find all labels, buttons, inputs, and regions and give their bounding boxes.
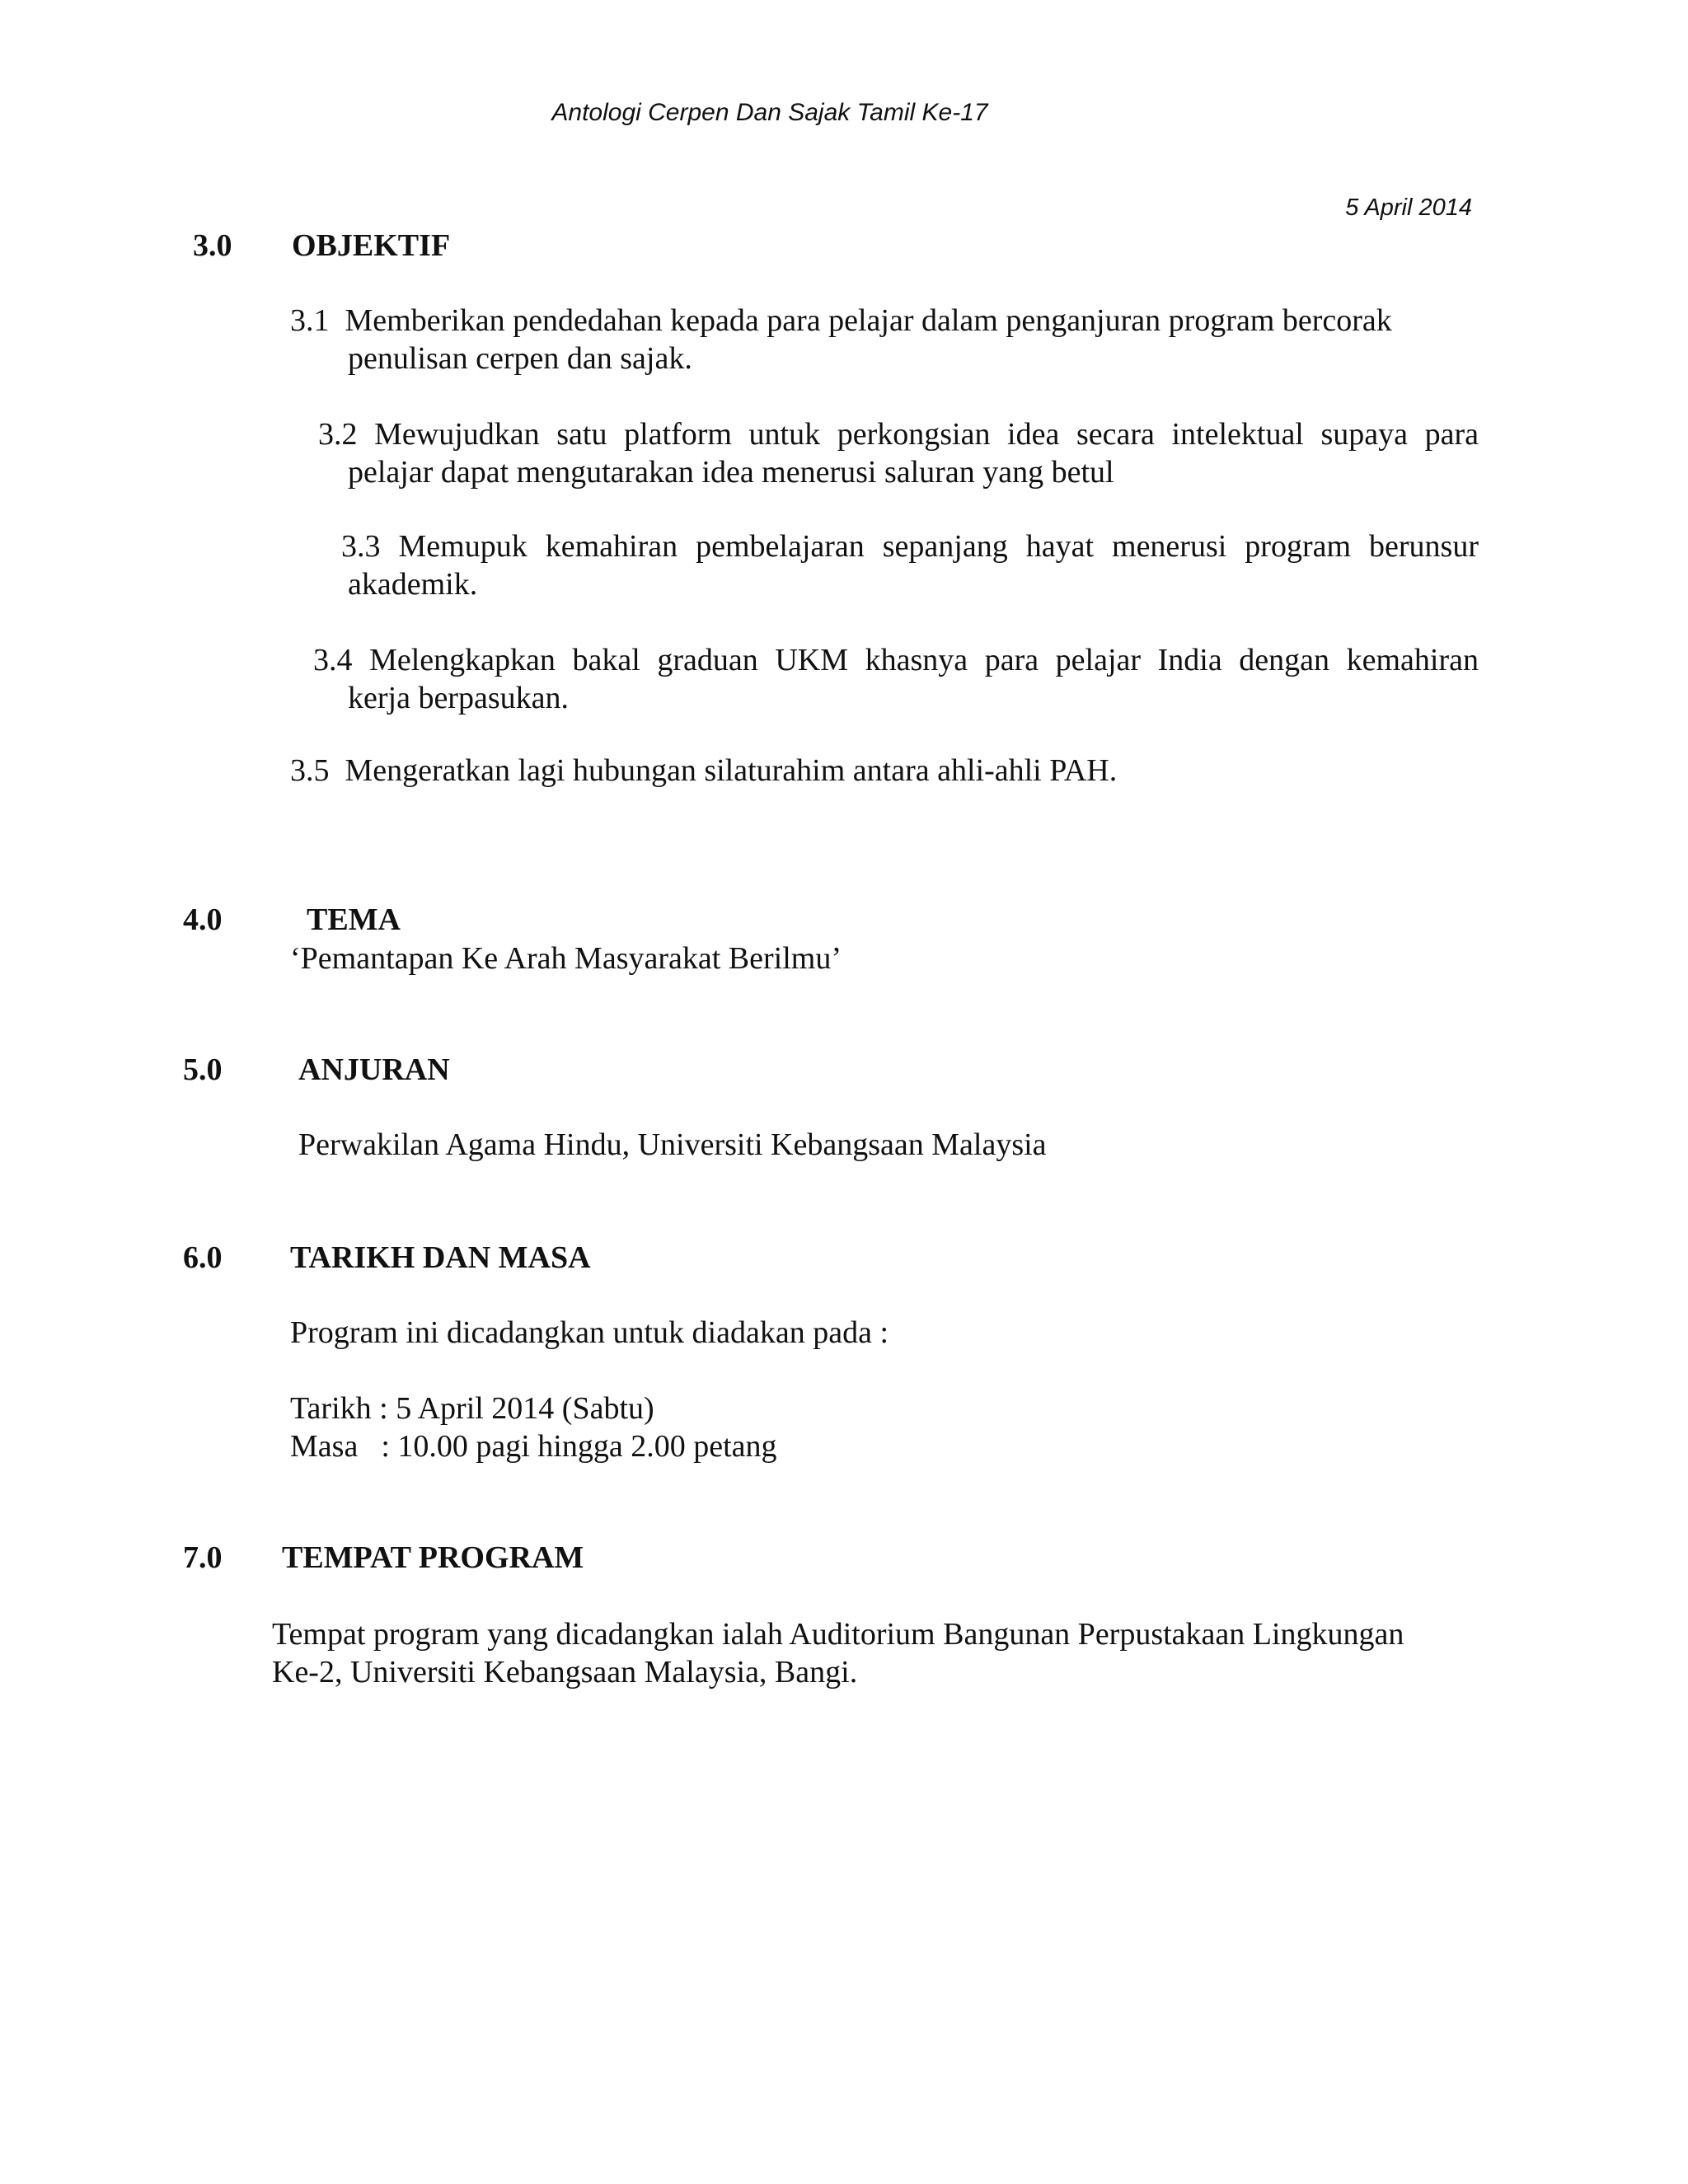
running-header bbox=[0, 99, 1550, 127]
section-number-tarikh: 6.0 bbox=[183, 1240, 223, 1275]
tarikh-date-line: Tarikh : 5 April 2014 (Sabtu) bbox=[290, 1391, 654, 1426]
section-title-objektif: OBJEKTIF bbox=[292, 228, 451, 263]
time-label: Masa bbox=[290, 1429, 359, 1464]
tarikh-intro: Program ini dicadangkan untuk diadakan pada : bbox=[290, 1315, 889, 1350]
tempat-text-line1: Tempat program yang dicadangkan ialah Auditorium Bangunan Perpustakaan Lingkungan bbox=[272, 1617, 1404, 1652]
objective-text: Mewujudkan satu platform untuk perkongsian idea secara intelektual supaya para bbox=[374, 417, 1479, 452]
tema-text: ‘Pemantapan Ke Arah Masyarakat Berilmu’ bbox=[290, 941, 842, 976]
objective-text: Melengkapkan bakal graduan UKM khasnya para pelajar India dengan kemahiran bbox=[369, 643, 1479, 677]
section-title-tempat: TEMPAT PROGRAM bbox=[282, 1540, 584, 1575]
objective-number: 3.4 bbox=[313, 643, 353, 677]
section-number-anjuran: 5.0 bbox=[183, 1052, 223, 1087]
objective-number: 3.2 bbox=[318, 417, 358, 452]
section-title-tarikh: TARIKH DAN MASA bbox=[290, 1240, 591, 1275]
objective-text: Memupuk kemahiran pembelajaran sepanjang hayat menerusi program berunsur bbox=[398, 529, 1479, 564]
time-value: : 10.00 pagi hingga 2.00 petang bbox=[381, 1429, 777, 1464]
section-title-anjuran: ANJURAN bbox=[298, 1052, 450, 1087]
objective-item-3-5 bbox=[290, 752, 1117, 790]
objective-item-3-2-cont: pelajar dapat mengutarakan idea menerusi saluran yang betul bbox=[348, 455, 1114, 490]
objective-item-3-4 bbox=[313, 641, 1479, 679]
running-title: Antologi Cerpen Dan Sajak Tamil Ke-17 bbox=[551, 99, 988, 126]
objective-item-3-4-cont: kerja berpasukan. bbox=[348, 681, 569, 715]
tarikh-time-line bbox=[290, 1427, 777, 1465]
objective-number: 3.3 bbox=[341, 529, 381, 564]
objective-number: 3.1 bbox=[290, 303, 330, 338]
section-number-tempat: 7.0 bbox=[183, 1540, 223, 1575]
section-number-tema: 4.0 bbox=[183, 902, 223, 937]
tempat-text-line2: Ke-2, Universiti Kebangsaan Malaysia, Bangi. bbox=[272, 1655, 858, 1690]
objective-number: 3.5 bbox=[290, 753, 330, 788]
objective-item-3-3-cont: akademik. bbox=[348, 567, 478, 602]
header-date: 5 April 2014 bbox=[1345, 194, 1472, 221]
objective-text: Mengeratkan lagi hubungan silaturahim antara ahli-ahli PAH. bbox=[345, 753, 1118, 788]
section-number-objektif: 3.0 bbox=[193, 228, 232, 263]
objective-item-3-1-cont: penulisan cerpen dan sajak. bbox=[348, 341, 692, 376]
objective-item-3-1 bbox=[290, 302, 1392, 340]
section-title-tema: TEMA bbox=[307, 902, 401, 937]
objective-text: Memberikan pendedahan kepada para pelajar dalam penganjuran program bercorak bbox=[345, 303, 1392, 338]
anjuran-text: Perwakilan Agama Hindu, Universiti Kebangsaan Malaysia bbox=[298, 1127, 1047, 1162]
objective-item-3-2 bbox=[318, 415, 1479, 453]
objective-item-3-3 bbox=[341, 527, 1479, 565]
